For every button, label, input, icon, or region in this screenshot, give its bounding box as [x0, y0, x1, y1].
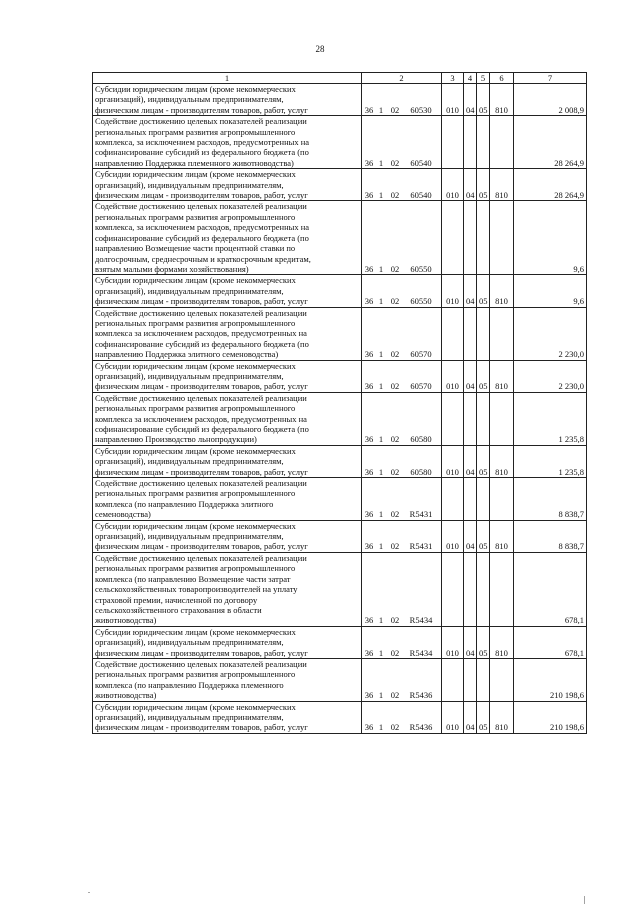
code-direction: R5431 — [409, 509, 433, 520]
subsection-code — [477, 116, 490, 169]
amount: 2 008,9 — [514, 84, 587, 116]
section-code: 04 — [464, 84, 477, 116]
header-cell: 6 — [490, 73, 514, 84]
code-direction: 60570 — [410, 381, 432, 392]
subsection-code — [477, 478, 490, 521]
expense-type-code: 810 — [490, 626, 514, 658]
expense-type-code — [490, 552, 514, 626]
expense-type-code — [490, 478, 514, 521]
target-code — [362, 478, 442, 521]
target-code — [362, 169, 442, 201]
code-program: 36 — [364, 381, 374, 392]
table-row — [93, 626, 587, 658]
row-description: Содействие достижению целевых показателей реализации региональных программ развития агропромышленного комплекса (по направлению Поддержка элитного семеноводства) — [93, 478, 362, 521]
page-mark: . — [88, 886, 90, 895]
ministry-code: 010 — [442, 169, 464, 201]
amount: 1 235,8 — [514, 392, 587, 445]
target-code — [362, 552, 442, 626]
code-direction: 60530 — [410, 104, 432, 115]
expense-type-code: 810 — [490, 169, 514, 201]
subsection-code: 05 — [477, 701, 490, 733]
expense-type-code — [490, 116, 514, 169]
row-description: Субсидии юридическим лицам (кроме некоммерческих организаций), индивидуальным предпринимателям, физическим лицам - производителям товаров, работ, услуг — [93, 169, 362, 201]
code-program: 36 — [364, 263, 374, 274]
section-code: 04 — [464, 169, 477, 201]
table-row — [93, 520, 587, 552]
code-program: 36 — [364, 509, 374, 520]
table-row — [93, 552, 587, 626]
row-description: Содействие достижению целевых показателей реализации региональных программ развития агропромышленного комплекса, за исключением расходов, предусмотренных на софинансирование субсидий из федерального бюджета (по направлению Поддержка племенного животноводства) — [93, 116, 362, 169]
code-activity: 02 — [390, 690, 400, 701]
section-code: 04 — [464, 360, 477, 392]
expense-type-code: 810 — [490, 520, 514, 552]
header-cell: 2 — [362, 73, 442, 84]
code-direction: 60570 — [410, 349, 432, 360]
subsection-code: 05 — [477, 169, 490, 201]
subsection-code: 05 — [477, 520, 490, 552]
row-description: Содействие достижению целевых показателей реализации региональных программ развития агропромышленного комплекса за исключением расходов, предусмотренных на софинансирование субсидий из федерального бюджета (по направлению Поддержка элитного семеноводства) — [93, 307, 362, 360]
row-description: Содействие достижению целевых показателей реализации региональных программ развития агропромышленного комплекса (по направлению Возмещение части затрат сельскохозяйственных товаропроизводителей на уплату страховой премии, начисленной по договору сельскохозяйственного страхования в области животноводства) — [93, 552, 362, 626]
section-code: 04 — [464, 445, 477, 477]
subsection-code: 05 — [477, 445, 490, 477]
ministry-code — [442, 392, 464, 445]
code-activity: 02 — [390, 615, 400, 626]
header-cell: 4 — [464, 73, 477, 84]
section-code — [464, 552, 477, 626]
amount: 2 230,0 — [514, 307, 587, 360]
section-code — [464, 658, 477, 701]
code-subprogram: 1 — [378, 466, 384, 477]
row-description: Субсидии юридическим лицам (кроме некоммерческих организаций), индивидуальным предпринимателям, физическим лицам - производителям товаров, работ, услуг — [93, 626, 362, 658]
code-activity: 02 — [390, 647, 400, 658]
target-code — [362, 626, 442, 658]
table-row — [93, 658, 587, 701]
expense-type-code — [490, 201, 514, 275]
subsection-code — [477, 307, 490, 360]
code-program: 36 — [364, 296, 374, 307]
section-code — [464, 392, 477, 445]
target-code — [362, 701, 442, 733]
subsection-code: 05 — [477, 626, 490, 658]
row-description: Субсидии юридическим лицам (кроме некоммерческих организаций), индивидуальным предпринимателям, физическим лицам - производителям товаров, работ, услуг — [93, 520, 362, 552]
ministry-code: 010 — [442, 360, 464, 392]
code-program: 36 — [364, 466, 374, 477]
section-code — [464, 116, 477, 169]
amount: 28 264,9 — [514, 116, 587, 169]
header-cell: 7 — [514, 73, 587, 84]
code-direction: R5434 — [409, 615, 433, 626]
amount: 2 230,0 — [514, 360, 587, 392]
ministry-code: 010 — [442, 275, 464, 307]
amount: 678,1 — [514, 626, 587, 658]
section-code: 04 — [464, 275, 477, 307]
code-program: 36 — [364, 157, 374, 168]
code-direction: 60580 — [410, 466, 432, 477]
code-subprogram: 1 — [378, 381, 384, 392]
code-subprogram: 1 — [378, 104, 384, 115]
table-row — [93, 116, 587, 169]
code-subprogram: 1 — [378, 615, 384, 626]
code-subprogram: 1 — [378, 647, 384, 658]
header-cell: 3 — [442, 73, 464, 84]
code-direction: 60540 — [410, 190, 432, 201]
amount: 210 198,6 — [514, 701, 587, 733]
code-direction: R5434 — [409, 647, 433, 658]
code-program: 36 — [364, 690, 374, 701]
code-activity: 02 — [390, 263, 400, 274]
row-description: Субсидии юридическим лицам (кроме некоммерческих организаций), индивидуальным предпринимателям, физическим лицам - производителям товаров, работ, услуг — [93, 275, 362, 307]
code-program: 36 — [364, 349, 374, 360]
section-code: 04 — [464, 701, 477, 733]
code-activity: 02 — [390, 722, 400, 733]
ministry-code: 010 — [442, 84, 464, 116]
code-activity: 02 — [390, 434, 400, 445]
code-activity: 02 — [390, 104, 400, 115]
row-description: Субсидии юридическим лицам (кроме некоммерческих организаций), индивидуальным предпринимателям, физическим лицам - производителям товаров, работ, услуг — [93, 360, 362, 392]
subsection-code — [477, 658, 490, 701]
expense-type-code: 810 — [490, 360, 514, 392]
code-activity: 02 — [390, 296, 400, 307]
row-description: Содействие достижению целевых показателей реализации региональных программ развития агропромышленного комплекса за исключением расходов, предусмотренных на софинансирование субсидий из федерального бюджета (по направлению Производство льнопродукции) — [93, 392, 362, 445]
code-direction: 60550 — [410, 263, 432, 274]
code-activity: 02 — [390, 190, 400, 201]
target-code — [362, 307, 442, 360]
ministry-code — [442, 116, 464, 169]
code-activity: 02 — [390, 541, 400, 552]
expense-type-code: 810 — [490, 701, 514, 733]
amount: 678,1 — [514, 552, 587, 626]
page-mark: | — [584, 895, 586, 904]
code-subprogram: 1 — [378, 190, 384, 201]
target-code — [362, 360, 442, 392]
code-program: 36 — [364, 434, 374, 445]
code-activity: 02 — [390, 349, 400, 360]
amount: 8 838,7 — [514, 478, 587, 521]
target-code — [362, 116, 442, 169]
budget-table — [92, 72, 587, 734]
code-program: 36 — [364, 541, 374, 552]
code-subprogram: 1 — [378, 157, 384, 168]
code-direction: 60580 — [410, 434, 432, 445]
table-row — [93, 201, 587, 275]
table-row — [93, 478, 587, 521]
code-activity: 02 — [390, 381, 400, 392]
amount: 9,6 — [514, 201, 587, 275]
code-direction: R5431 — [409, 541, 433, 552]
header-cell: 1 — [93, 73, 362, 84]
section-code — [464, 307, 477, 360]
code-subprogram: 1 — [378, 349, 384, 360]
ministry-code — [442, 307, 464, 360]
subsection-code — [477, 201, 490, 275]
code-subprogram: 1 — [378, 434, 384, 445]
ministry-code: 010 — [442, 701, 464, 733]
subsection-code — [477, 552, 490, 626]
table-header-row — [93, 73, 587, 84]
table-row — [93, 169, 587, 201]
expense-type-code — [490, 658, 514, 701]
table-row — [93, 392, 587, 445]
ministry-code — [442, 201, 464, 275]
code-program: 36 — [364, 615, 374, 626]
target-code — [362, 84, 442, 116]
code-activity: 02 — [390, 466, 400, 477]
amount: 28 264,9 — [514, 169, 587, 201]
amount: 210 198,6 — [514, 658, 587, 701]
row-description: Субсидии юридическим лицам (кроме некоммерческих организаций), индивидуальным предпринимателям, физическим лицам - производителям товаров, работ, услуг — [93, 701, 362, 733]
code-subprogram: 1 — [378, 296, 384, 307]
section-code: 04 — [464, 520, 477, 552]
table-row — [93, 84, 587, 116]
amount: 8 838,7 — [514, 520, 587, 552]
code-program: 36 — [364, 722, 374, 733]
table-row — [93, 360, 587, 392]
row-description: Содействие достижению целевых показателей реализации региональных программ развития агропромышленного комплекса, за исключением расходов, предусмотренных на софинансирование субсидий из федерального бюджета (по направлению Возмещение части процентной ставки по долгосрочным, среднесрочным и краткосрочным кредитам, взятым малыми формами хозяйствования) — [93, 201, 362, 275]
target-code — [362, 275, 442, 307]
subsection-code: 05 — [477, 84, 490, 116]
table-row — [93, 701, 587, 733]
ministry-code — [442, 658, 464, 701]
target-code — [362, 445, 442, 477]
table-row — [93, 307, 587, 360]
header-cell: 5 — [477, 73, 490, 84]
target-code — [362, 520, 442, 552]
subsection-code — [477, 392, 490, 445]
amount: 1 235,8 — [514, 445, 587, 477]
code-direction: R5436 — [409, 722, 433, 733]
section-code — [464, 478, 477, 521]
ministry-code: 010 — [442, 520, 464, 552]
target-code — [362, 392, 442, 445]
target-code — [362, 201, 442, 275]
expense-type-code: 810 — [490, 275, 514, 307]
expense-type-code: 810 — [490, 445, 514, 477]
expense-type-code — [490, 392, 514, 445]
table-row — [93, 275, 587, 307]
amount: 9,6 — [514, 275, 587, 307]
row-description: Субсидии юридическим лицам (кроме некоммерческих организаций), индивидуальным предпринимателям, физическим лицам - производителям товаров, работ, услуг — [93, 84, 362, 116]
ministry-code: 010 — [442, 626, 464, 658]
code-subprogram: 1 — [378, 509, 384, 520]
target-code — [362, 658, 442, 701]
ministry-code: 010 — [442, 445, 464, 477]
code-program: 36 — [364, 190, 374, 201]
code-program: 36 — [364, 647, 374, 658]
expense-type-code — [490, 307, 514, 360]
row-description: Субсидии юридическим лицам (кроме некоммерческих организаций), индивидуальным предпринимателям, физическим лицам - производителям товаров, работ, услуг — [93, 445, 362, 477]
code-subprogram: 1 — [378, 722, 384, 733]
code-direction: 60550 — [410, 296, 432, 307]
ministry-code — [442, 552, 464, 626]
code-subprogram: 1 — [378, 263, 384, 274]
code-program: 36 — [364, 104, 374, 115]
code-direction: 60540 — [410, 157, 432, 168]
expense-type-code: 810 — [490, 84, 514, 116]
subsection-code: 05 — [477, 275, 490, 307]
table-row — [93, 445, 587, 477]
code-activity: 02 — [390, 509, 400, 520]
section-code — [464, 201, 477, 275]
section-code: 04 — [464, 626, 477, 658]
subsection-code: 05 — [477, 360, 490, 392]
page-number: 28 — [315, 44, 325, 54]
row-description: Содействие достижению целевых показателей реализации региональных программ развития агропромышленного комплекса (по направлению Поддержка племенного животноводства) — [93, 658, 362, 701]
code-activity: 02 — [390, 157, 400, 168]
code-subprogram: 1 — [378, 690, 384, 701]
code-direction: R5436 — [409, 690, 433, 701]
code-subprogram: 1 — [378, 541, 384, 552]
ministry-code — [442, 478, 464, 521]
